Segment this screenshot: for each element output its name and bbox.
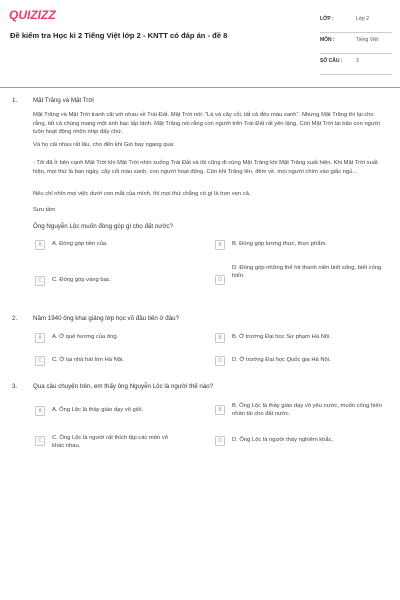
- option-text: A. Ông Lộc là thầy giáo dạy võ giỏi.: [52, 407, 144, 413]
- meta-label: SỐ CÂU :: [320, 58, 343, 64]
- question-number: 3.: [12, 383, 18, 390]
- option-letter-box[interactable]: C: [35, 356, 45, 366]
- option-letter-box[interactable]: C: [35, 436, 45, 446]
- option-b[interactable]: [215, 239, 385, 253]
- meta-row-class: [320, 12, 392, 33]
- option-a[interactable]: [35, 405, 205, 419]
- passage-paragraph: Và họ cãi nhau rất lâu, cho đến khi Gió bay ngang qua:: [33, 142, 175, 148]
- option-text: A. Ở quê hương của ông.: [52, 334, 119, 340]
- option-text: D. Đóng góp những thế hệ thanh niên biết sống, biết cống hiến.: [232, 265, 382, 279]
- option-c[interactable]: [35, 433, 205, 453]
- passage-source: Sưu tầm: [33, 207, 56, 213]
- option-letter-box[interactable]: B: [215, 240, 225, 250]
- question-number: 2.: [12, 315, 18, 322]
- passage-title: Mặt Trăng và Mặt Trời: [33, 97, 94, 104]
- option-letter-box[interactable]: D: [215, 275, 225, 285]
- option-text: A. Đóng góp tiền của.: [52, 241, 108, 247]
- option-letter-box[interactable]: A: [35, 406, 45, 416]
- document-title: Đề kiểm tra Học kì 2 Tiếng Việt lớp 2 - KNTT có đáp án - đề 8: [10, 31, 228, 40]
- option-text: B. Ông Lộc là thầy giáo dạy võ yêu nước, muốn cống hiến nhân tài cho đất nước.: [232, 403, 382, 417]
- option-letter-box[interactable]: D: [215, 356, 225, 366]
- passage-paragraph: Nếu chỉ nhìn mọi việc dưới con mắt của mình, thì mọi thứ chẳng có gì là trọn vẹn cả.: [33, 191, 251, 197]
- question-2: [0, 315, 400, 375]
- option-a[interactable]: [35, 239, 205, 253]
- meta-value: Lớp 2: [356, 16, 370, 22]
- option-text: C. Đóng góp vàng bạc.: [52, 277, 112, 283]
- option-text: B. Đóng góp lương thực, thực phẩm.: [232, 241, 328, 247]
- option-letter-box[interactable]: B: [215, 405, 225, 415]
- option-d[interactable]: [215, 263, 385, 287]
- option-a[interactable]: [35, 332, 205, 346]
- question-3: [0, 383, 400, 463]
- option-text: C. Ở tại nhà hát lớn Hà Nội.: [52, 357, 124, 363]
- option-letter-box[interactable]: B: [215, 333, 225, 343]
- option-text: B. Ở trường Đại học Sư phạm Hà Nội.: [232, 334, 332, 340]
- brand-name: QUIZIZZ: [9, 8, 56, 22]
- option-letter-box[interactable]: A: [35, 240, 45, 250]
- option-b[interactable]: [215, 332, 385, 346]
- question-text: Ông Nguyễn Lộc muốn đóng góp gì cho đất nước?: [33, 223, 173, 230]
- option-letter-box[interactable]: A: [35, 333, 45, 343]
- meta-value: Tiếng Việt: [356, 37, 379, 43]
- passage-paragraph: Mặt Trăng và Mặt Trời tranh cãi với nhau về Trái Đất. Mặt Trời nói: "Lá và cây cối, tất cả đều màu xanh". Nhưng Mặt Trăng thì lại cho rằng, tất cả chúng mang một ánh bạc lấp lánh. Mặt Trăng nói rằng con người trên Trái Đất rất yên lặng. Còn Mặt Trời lại bảo con người luôn hoạt động nhộn nhịp đấy chứ.: [33, 112, 380, 136]
- passage-number: 1.: [12, 97, 18, 104]
- option-letter-box[interactable]: D: [215, 436, 225, 446]
- option-text: C. Ông Lộc là người rất thích tập các môn võ khác nhau.: [52, 435, 168, 449]
- option-b[interactable]: [215, 401, 385, 421]
- meta-label: LỚP :: [320, 16, 334, 22]
- question-text: Năm 1940 ông khai giảng lớp học võ đầu tiên ở đâu?: [33, 315, 180, 322]
- option-c[interactable]: [35, 275, 205, 289]
- meta-panel: [320, 12, 392, 75]
- reading-passage: [0, 97, 400, 232]
- document-header: [0, 0, 400, 88]
- meta-row-subject: [320, 33, 392, 54]
- option-c[interactable]: [35, 355, 205, 369]
- option-text: D. Ông Lộc là người thầy nghiêm khắc.: [232, 437, 334, 443]
- quizizz-logo: [9, 7, 65, 23]
- option-d[interactable]: [215, 435, 385, 449]
- option-text: D. Ở trường Đại học Quốc gia Hà Nội.: [232, 357, 331, 363]
- question-text: Qua câu chuyện trên, em thấy ông Nguyễn Lộc là người thế nào?: [33, 383, 214, 390]
- option-letter-box[interactable]: C: [35, 276, 45, 286]
- meta-row-count: [320, 54, 392, 75]
- meta-label: MÔN :: [320, 37, 335, 43]
- meta-value: 3: [356, 58, 359, 64]
- question-1: [0, 223, 400, 293]
- passage-paragraph: - Tôi đã ở bên cạnh Mặt Trời khi Mặt Trời nhìn xuống Trái Đất và tôi cũng đi cùng Mặt Trăng khi Mặt Trăng xuất hiện. Khi Mặt Trời xuất hiện, mọi thứ là ban ngày, cây cối màu xanh, con người hoạt động. Còn khi Trăng lên, đêm về, mọi người chìm vào giấc ngủ...: [33, 160, 378, 175]
- option-d[interactable]: [215, 355, 385, 369]
